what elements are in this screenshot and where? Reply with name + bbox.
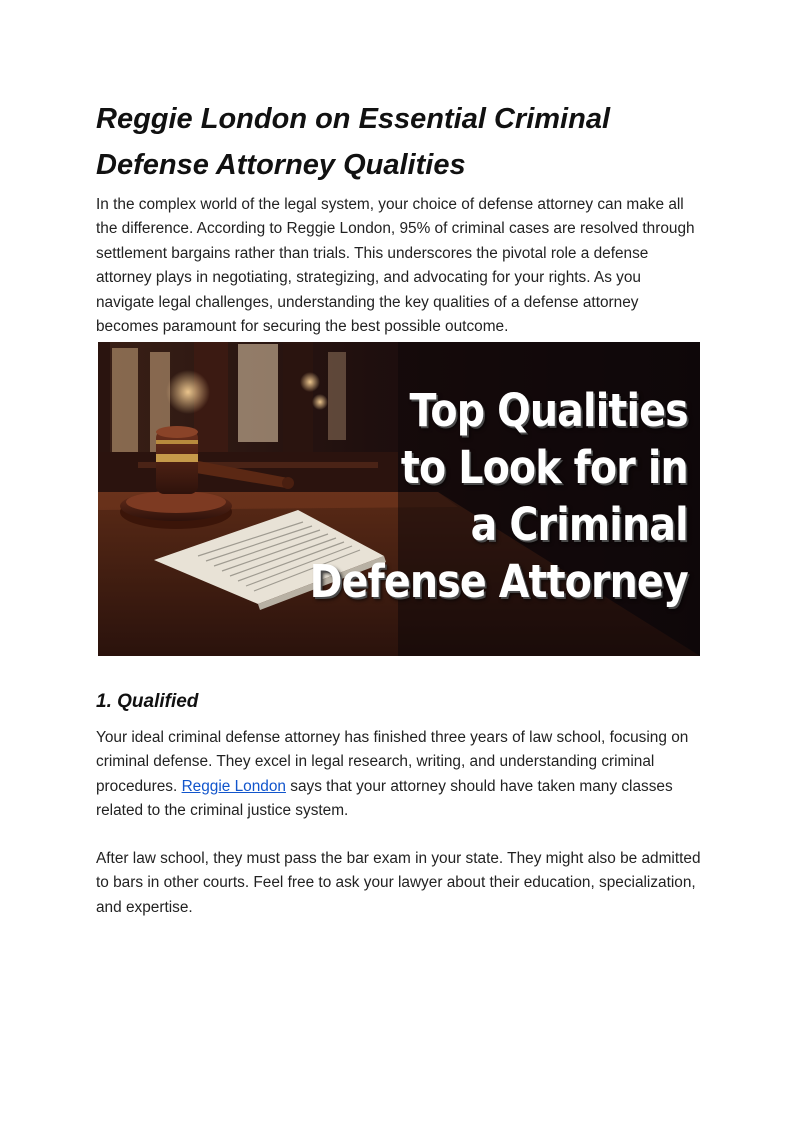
section-paragraph <box>96 726 701 824</box>
banner-line: Defense Attorney <box>309 555 688 608</box>
section-heading-qualified: 1. Qualified <box>96 691 199 712</box>
article-title: Reggie London on Essential Criminal Defense Attorney Qualities <box>96 103 610 181</box>
banner-line: a Criminal <box>470 498 688 551</box>
banner-image <box>98 342 700 656</box>
section-paragraph: After law school, they must pass the bar exam in your state. They might also be admitted to bars in other courts. Feel free to ask your lawyer about their education, specialization, and expertise. <box>96 850 701 916</box>
paragraph-text: says that your attorney should have taken many classes related to the criminal justice system. <box>96 777 673 820</box>
paragraph-text: Your ideal criminal defense attorney has finished three years of law school, focusing on criminal defense. They excel in legal research, writing, and understanding criminal procedures. <box>96 729 689 795</box>
banner-headline <box>310 382 688 610</box>
banner-line: Top Qualities <box>409 384 688 437</box>
reggie-london-link[interactable]: Reggie London <box>181 777 286 795</box>
intro-paragraph: In the complex world of the legal system, your choice of defense attorney can make all the difference. According to Reggie London, 95% of criminal cases are resolved through settlement bargains rather than trials. This underscores the pivotal role a defense attorney plays in negotiating, strategizing, and advocating for your rights. As you navigate legal challenges, understanding the key qualities of a defense attorney becomes paramount for securing the best possible outcome. <box>96 196 695 336</box>
banner-line: to Look for in <box>401 441 688 494</box>
